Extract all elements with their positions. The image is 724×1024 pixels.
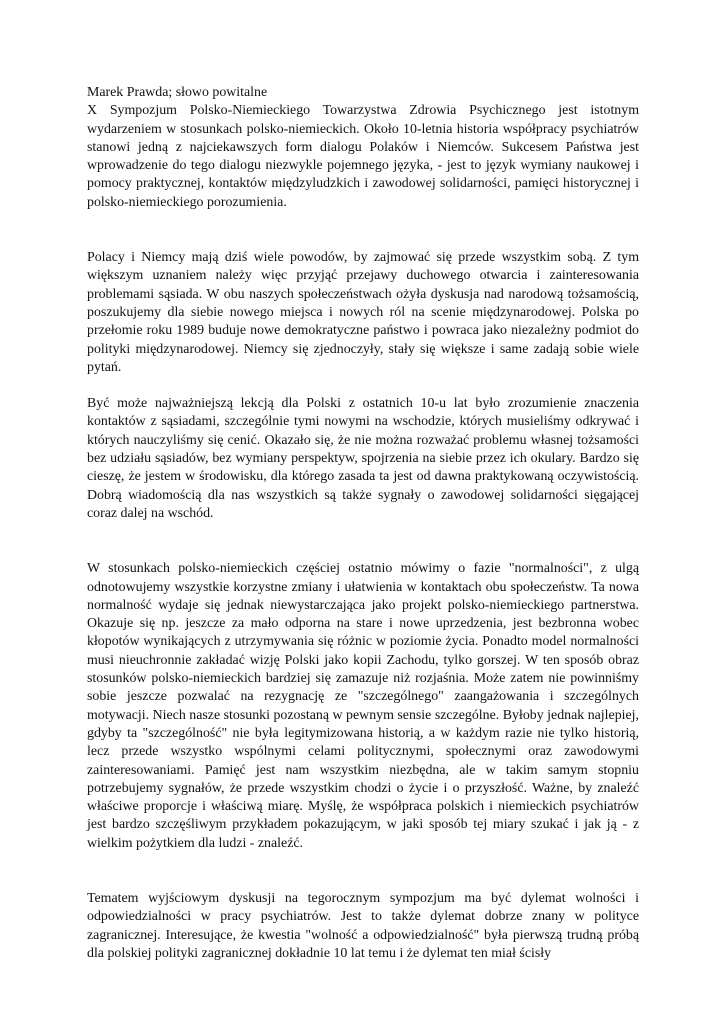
paragraph-4: W stosunkach polsko-niemieckich częściej ostatnio mówimy o fazie "normalności", z ulgą odnotowujemy wszystkie korzystne zmiany i ułatwienia w kontaktach obu społeczeństw. Ta nowa normalność wydaje się jednak niewystarczająca jako projekt polsko-niemieckiego partnerstwa. Okazuje się np. jeszcze za mało odporna na stare i nowe uprzedzenia, jest bezbronna wobec kłopotów wynikających z utrzymywania się różnic w poziomie życia. Ponadto model normalności musi nieuchronnie zakładać wizję Polski jako kopii Zachodu, tylko gorszej. W ten sposób obraz stosunków polsko-niemieckich bardziej się zamazuje niż rozjaśnia. Może zatem nie powinniśmy sobie jeszcze pozwalać na rezygnację ze "szczególnego" zaangażowania i szczególnych motywacji. Niech nasze stosunki pozostaną w pewnym sensie szczególne. Byłoby jednak najlepiej, gdyby ta "szczególność" nie była legitymizowana historią, a w każdym razie nie tylko historią, lecz przede wszystko wspólnymi celami politycznymi, społecznymi oraz zawodowymi zainteresowaniami. Pamięć jest nam wszystkim niezbędna, ale w takim samym stopniu potrzebujemy sygnałów, że przede wszystkim chodzi o życie i o przyszłość. Ważne, by znaleźć właściwe proporcje i właściwą miarę. Myślę, że współpraca polskich i niemieckich psychiatrów jest bardzo szczęśliwym przykładem pokazującym, w jaki sposób tej miary szukać i jak ją - z wielkim pożytkiem dla ludzi - znaleźć.: [87, 561, 639, 851]
document-heading: Marek Prawda; słowo powitalne: [87, 85, 268, 100]
paragraph-5: Tematem wyjściowym dyskusji na tegorocznym sympozjum ma być dylemat wolności i odpowiedzialności w pracy psychiatrów. Jest to także dylemat dobrze znany w polityce zagranicznej. Interesujące, że kwestia "wolność a odpowiedzialność" była pierwszą trudną próbą dla polskiej polityki zagranicznej dokładnie 10 lat temu i że dylemat ten miał ścisły: [87, 890, 639, 961]
paragraph-2: Polacy i Niemcy mają dziś wiele powodów, by zajmować się przede wszystkim sobą. Z tym większym uznaniem należy więc przyjąć przejawy duchowego otwarcia i zainteresowania problemami sąsiada. W obu naszych społeczeństwach ożyła dyskusja nad narodową tożsamością, poszukujemy dla siebie nowego miejsca i nowych ról na scenie międzynarodowej. Polska po przełomie roku 1989 buduje nowe demokratyczne państwo i powraca jako niezależny podmiot do polityki międzynarodowej. Niemcy się zjednoczyły, stały się większe i same zadają sobie wiele pytań.: [87, 250, 639, 375]
document-page: [87, 84, 639, 963]
paragraph-3: Być może najważniejszą lekcją dla Polski z ostatnich 10-u lat było zrozumienie znaczenia kontaktów z sąsiadami, szczególnie tymi nowymi na wschodzie, których musieliśmy odkrywać i których nauczyliśmy się cenić. Okazało się, że nie można rozważać problemu własnej tożsamości bez udziału sąsiadów, bez wymiany perspektyw, spojrzenia na siebie przez ich okulary. Bardzo się cieszę, że jestem w środowisku, dla którego zasada ta jest od dawna praktykowaną oczywistością. Dobrą wiadomością dla nas wszystkich są także sygnały o zawodowej solidarności sięgającej coraz dalej na wschód.: [87, 396, 639, 521]
paragraph-1: X Sympozjum Polsko-Niemieckiego Towarzystwa Zdrowia Psychicznego jest istotnym wydarzeniem w stosunkach polsko-niemieckich. Około 10-letnia historia współpracy psychiatrów stanowi jedną z najciekawszych form dialogu Polaków i Niemców. Sukcesem Państwa jest wprowadzenie do tego dialogu niezwykle pojemnego języka, - jest to język wymiany naukowej i pomocy praktycznej, kontaktów międzyludzkich i zawodowej solidarności, pamięci historycznej i polsko-niemieckiego porozumienia.: [87, 103, 639, 210]
